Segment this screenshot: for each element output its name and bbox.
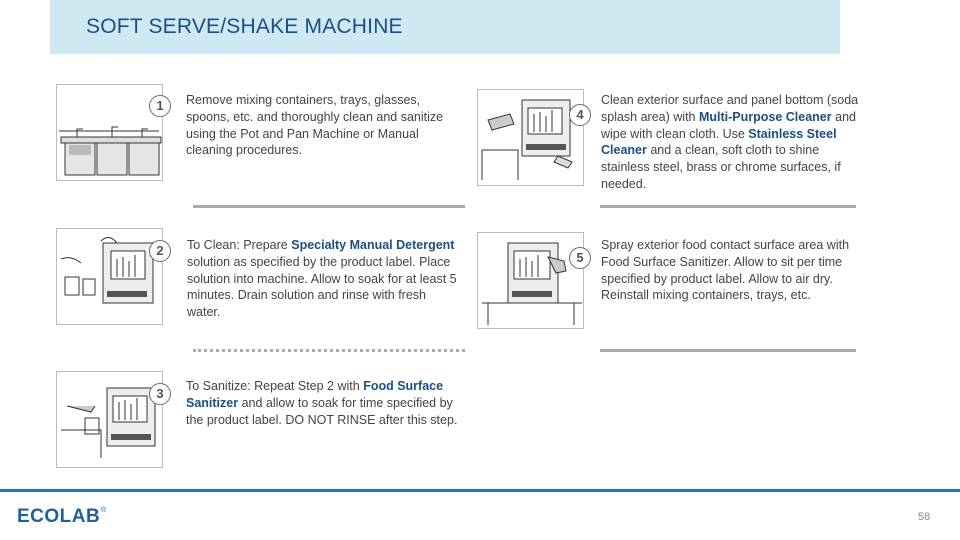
step-2-text bbox=[187, 237, 457, 321]
step-text-segment: Remove mixing containers, trays, glasses, spoons, etc. and thoroughly clean and sanitize using the Pot and Pan Machine or Manual cleaning procedures. bbox=[186, 93, 444, 158]
machine-spray-sanitizer-illustration bbox=[477, 232, 584, 329]
step-text-segment: Spray exterior food contact surface area with Food Surface Sanitizer. Allow to sit per time specified by product label. Allow to air dry. Reinstall mixing containers, trays, etc. bbox=[601, 238, 850, 303]
product-name: Stainless Steel Cleaner bbox=[601, 126, 837, 158]
divider bbox=[600, 205, 856, 208]
divider bbox=[193, 205, 465, 208]
step-number-3: 3 bbox=[149, 383, 171, 405]
step-text-segment: and wipe with clean cloth. Use bbox=[601, 109, 856, 141]
step-5-text bbox=[601, 237, 863, 304]
registered-mark: ® bbox=[101, 507, 107, 514]
step-text-segment: and a clean, soft cloth to shine stainless steel, brass or chrome surfaces, if needed. bbox=[601, 143, 841, 191]
machine-wipe-exterior-illustration bbox=[477, 89, 584, 186]
machine-pour-sanitizer-illustration bbox=[56, 371, 163, 468]
page-number: 58 bbox=[918, 511, 931, 523]
step-number-1: 1 bbox=[149, 95, 171, 117]
step-number-4: 4 bbox=[569, 104, 591, 126]
sink-compartments-illustration bbox=[56, 84, 163, 181]
divider bbox=[193, 349, 465, 352]
step-3-text bbox=[186, 378, 466, 428]
step-text-segment: Clean exterior surface and panel bottom (soda splash area) with bbox=[601, 93, 859, 124]
step-number-5: 5 bbox=[569, 247, 591, 269]
machine-pour-detergent-illustration bbox=[56, 228, 163, 325]
ecolab-logo: ECOLAB bbox=[17, 506, 101, 527]
step-1-text bbox=[186, 92, 456, 159]
product-name: Specialty Manual Detergent bbox=[291, 238, 455, 252]
footer-divider bbox=[0, 489, 960, 492]
page-title: SOFT SERVE/SHAKE MACHINE bbox=[86, 15, 403, 38]
step-text-segment: and allow to soak for time specified by the product label. DO NOT RINSE after this step. bbox=[186, 395, 458, 427]
title-banner bbox=[50, 0, 840, 54]
divider bbox=[600, 349, 856, 352]
step-number-2: 2 bbox=[149, 240, 171, 262]
product-name: Multi-Purpose Cleaner bbox=[698, 109, 832, 124]
step-text-segment: To Clean: Prepare bbox=[187, 238, 292, 252]
step-text-segment: solution as specified by the product label. Place solution into machine. Allow to soak for at least 5 minutes. Drain solution and rinse with fresh water. bbox=[187, 254, 457, 320]
product-name: Food Surface Sanitizer bbox=[186, 379, 444, 410]
step-text-segment: To Sanitize: Repeat Step 2 with bbox=[186, 379, 364, 393]
step-4-text bbox=[601, 92, 863, 193]
